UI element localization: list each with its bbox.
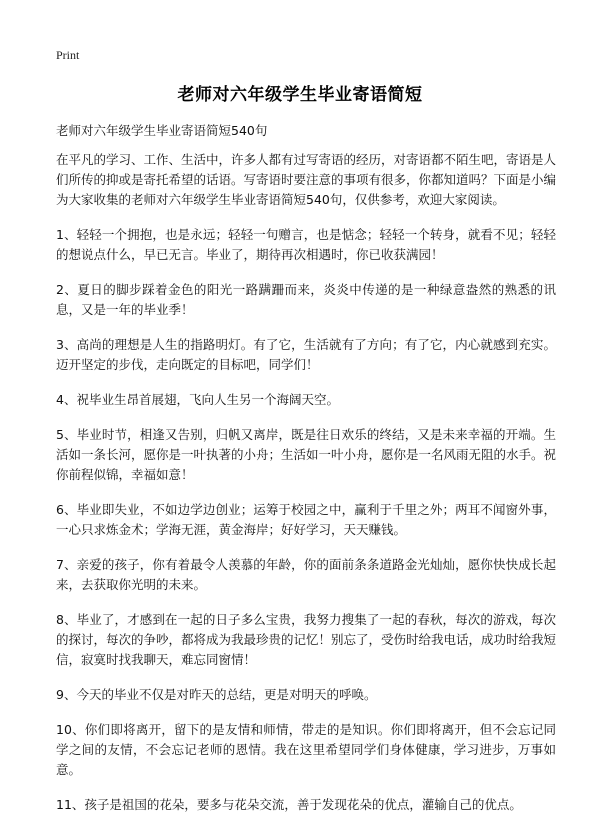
- intro-paragraph: 在平凡的学习、工作、生活中，许多人都有过写寄语的经历，对寄语都不陌生吧，寄语是人们所传的抑或是寄托希望的话语。写寄语时要注意的事项有很多，你都知道吗？下面是小编为大家收集的老师对六年级学生毕业寄语简短540句，仅供参考，欢迎大家阅读。: [56, 152, 557, 207]
- page-title: 老师对六年级学生毕业寄语简短: [177, 85, 423, 105]
- list-item: 9、今天的毕业不仅是对昨天的总结，更是对明天的呼唤。: [56, 687, 377, 702]
- list-item: 6、毕业即失业，不如边学边创业；运筹于校园之中，赢利于千里之外；两耳不闻窗外事，一心只求炼金术；学海无涯，黄金海岸；好好学习，天天赚钱。: [56, 502, 556, 537]
- list-item: 11、孩子是祖国的花朵，要多与花朵交流，善于发现花朵的优点，灌输自己的优点。: [56, 797, 522, 812]
- document-body: [56, 150, 556, 830]
- list-item: 10、你们即将离开，留下的是友情和师情，带走的是知识。你们即将离开，但不会忘记同学之间的友情，不会忘记老师的恩情。我在这里希望同学们身体健康，学习进步，万事如意。: [56, 722, 556, 777]
- list-item: 3、高尚的理想是人生的指路明灯。有了它，生活就有了方向；有了它，内心就感到充实。迈开坚定的步伐，走向既定的目标吧，同学们！: [56, 337, 556, 372]
- list-item: 8、毕业了，才感到在一起的日子多么宝贵，我努力搜集了一起的春秋，每次的游戏，每次的探讨，每次的争吵，都将成为我最珍贵的记忆！别忘了，受伤时给我电话，成功时给我短信，寂寞时找我聊天，难忘同窗情！: [56, 612, 557, 667]
- list-item: 2、夏日的脚步踩着金色的阳光一路蹒跚而来，炎炎中传递的是一种绿意盎然的熟悉的讯息，又是一年的毕业季！: [56, 282, 556, 317]
- list-item: 5、毕业时节，相逢又告别，归帆又离岸，既是往日欢乐的终结，又是未来幸福的开端。生活如一条长河，愿你是一叶执著的小舟；生活如一叶小舟，愿你是一名风雨无阻的水手。祝你前程似锦，幸福如意！: [56, 427, 557, 482]
- print-label: Print: [56, 48, 80, 62]
- document-subtitle: 老师对六年级学生毕业寄语简短540句: [56, 123, 268, 138]
- list-item: 7、亲爱的孩子，你有着最令人羡慕的年龄，你的面前条条道路金光灿灿，愿你快快成长起来，去获取你光明的未来。: [56, 557, 556, 592]
- list-item: 1、轻轻一个拥抱，也是永远；轻轻一句赠言，也是惦念；轻轻一个转身，就看不见；轻轻的想说点什么，早已无言。毕业了，期待再次相遇时，你已收获满园！: [56, 227, 556, 262]
- list-item: 4、祝毕业生昂首展翅，飞向人生另一个海阔天空。: [56, 392, 339, 407]
